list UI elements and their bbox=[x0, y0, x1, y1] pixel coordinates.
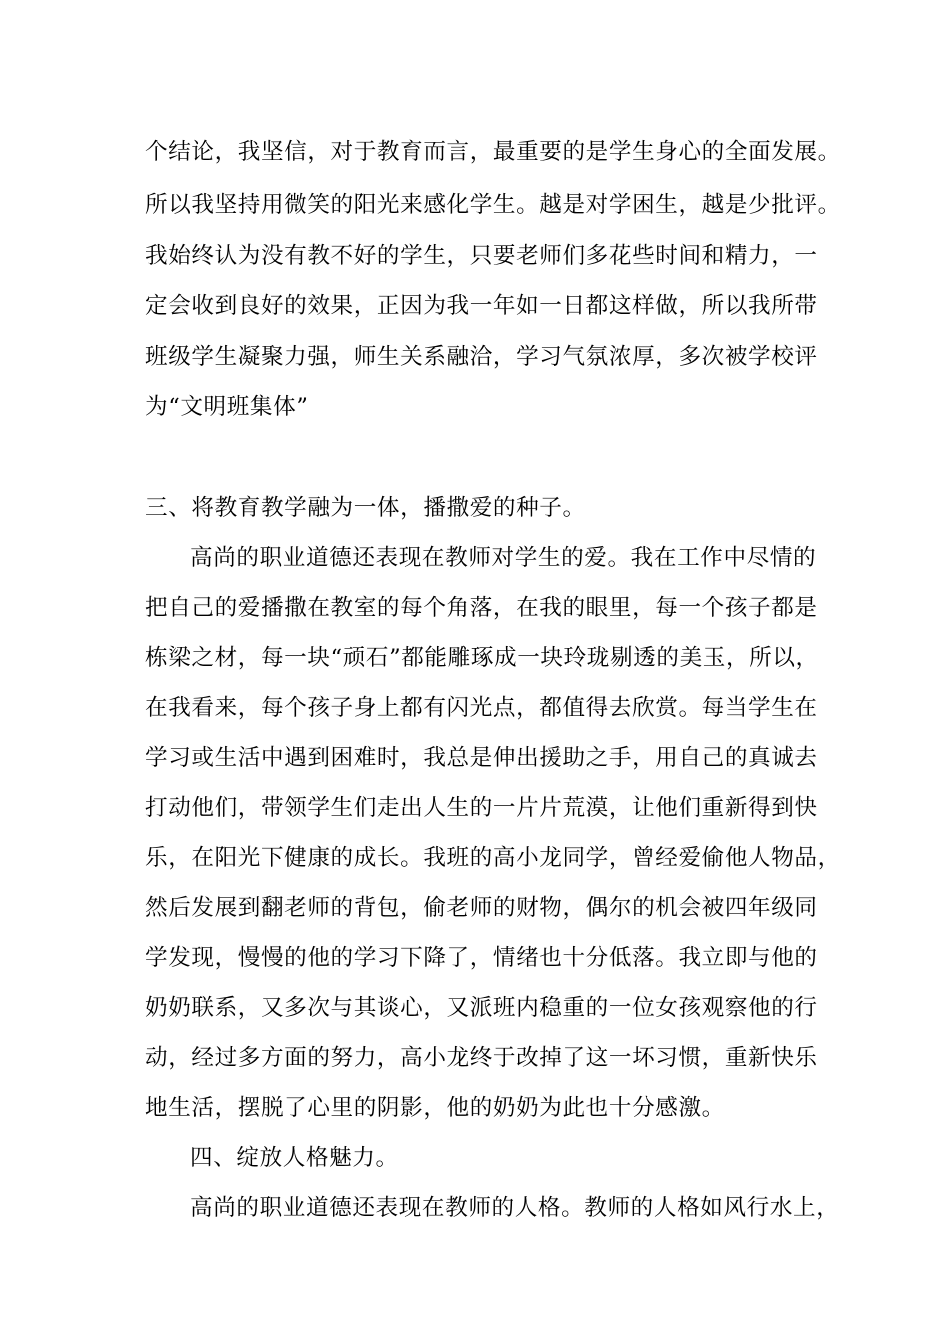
text-line: 乐，在阳光下健康的成长。我班的高小龙同学，曾经爱偷他人物品， bbox=[145, 845, 841, 871]
text-line: 然后发展到翻老师的背包，偷老师的财物，偶尔的机会被四年级同 bbox=[145, 895, 818, 921]
text-line: 个结论，我坚信，对于教育而言，最重要的是学生身心的全面发展。 bbox=[145, 139, 841, 165]
text-line: 把自己的爱播撒在教室的每个角落，在我的眼里，每一个孩子都是 bbox=[145, 595, 818, 621]
text-line: 奶奶联系，又多次与其谈心，又派班内稳重的一位女孩观察他的行 bbox=[145, 995, 818, 1021]
text-line: 地生活，摆脱了心里的阴影，他的奶奶为此也十分感激。 bbox=[145, 1095, 725, 1121]
section-heading: 四、绽放人格魅力。 bbox=[190, 1145, 399, 1171]
text-line: 班级学生凝聚力强，师生关系融洽，学习气氛浓厚，多次被学校评 bbox=[145, 344, 818, 370]
paragraph-first-line: 高尚的职业道德还表现在教师的人格。教师的人格如风行水上， bbox=[190, 1195, 840, 1221]
text-line: 栋梁之材，每一块“顽石”都能雕琢成一块玲珑剔透的美玉，所以， bbox=[145, 645, 819, 671]
text-line: 学发现，慢慢的他的学习下降了，情绪也十分低落。我立即与他的 bbox=[145, 945, 818, 971]
text-line: 在我看来，每个孩子身上都有闪光点，都值得去欣赏。每当学生在 bbox=[145, 695, 818, 721]
section-heading: 三、将教育教学融为一体，播撒爱的种子。 bbox=[145, 495, 586, 521]
paragraph-first-line: 高尚的职业道德还表现在教师对学生的爱。我在工作中尽情的 bbox=[190, 545, 817, 571]
text-line: 定会收到良好的效果，正因为我一年如一日都这样做，所以我所带 bbox=[145, 293, 818, 319]
text-line: 打动他们，带领学生们走出人生的一片片荒漠，让他们重新得到快 bbox=[145, 795, 818, 821]
text-line: 我始终认为没有教不好的学生，只要老师们多花些时间和精力，一 bbox=[145, 243, 818, 269]
text-line: 所以我坚持用微笑的阳光来感化学生。越是对学困生，越是少批评。 bbox=[145, 192, 841, 218]
text-line: 学习或生活中遇到困难时，我总是伸出援助之手，用自己的真诚去 bbox=[145, 745, 818, 771]
text-line: 动，经过多方面的努力，高小龙终于改掉了这一坏习惯，重新快乐 bbox=[145, 1045, 818, 1071]
text-line: 为“文明班集体” bbox=[145, 394, 309, 420]
